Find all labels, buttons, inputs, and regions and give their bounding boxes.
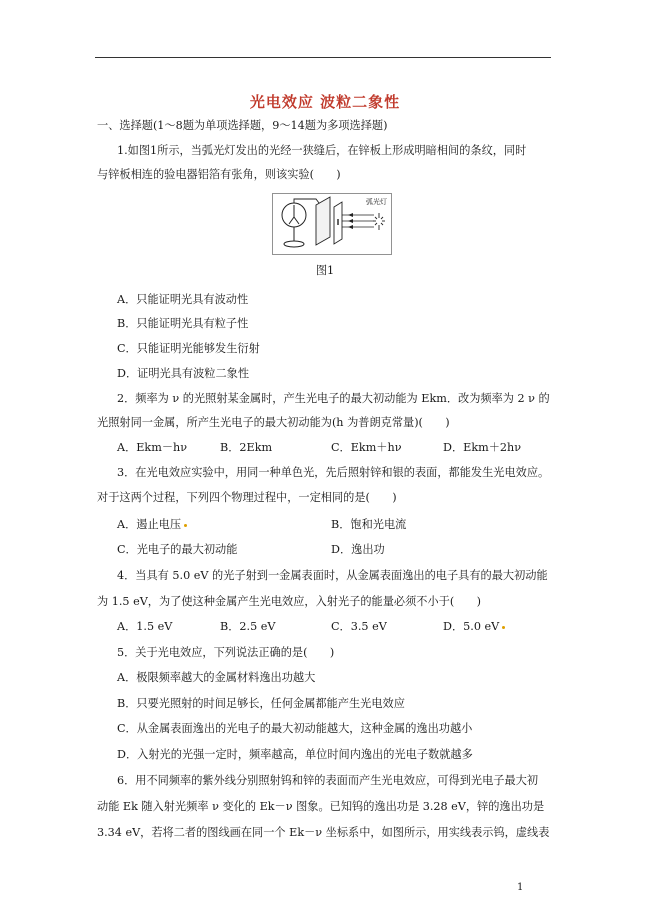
figure-1-caption: 图1 [315,264,335,277]
q6-stem-line3: 3.34 eV，若将二者的图线画在同一个 Ek－ν 坐标系中，如图所示，用实线表示钨，虚线表 [97,826,550,839]
q1-option-d: D．证明光具有波粒二象性 [117,367,250,380]
figure-1-apparatus [272,193,392,255]
q2-stem-line2: 光照射同一金属，所产生光电子的最大初动能为(h 为普朗克常量)( ) [97,416,450,429]
q1-option-c: C．只能证明光能够发生衍射 [117,342,260,355]
q1-stem-line2: 与锌板相连的验电器铝箔有张角，则该实验( ) [97,168,341,181]
q3-stem-line2: 对于这两个过程，下列四个物理过程中，一定相同的是( ) [97,491,397,504]
q2-option-d: D．Ekm＋2hν [443,441,522,454]
section-heading: 一、选择题(1～8题为单项选择题，9～14题为多项选择题) [97,119,388,132]
q1-option-a: A．只能证明光具有波动性 [117,293,249,306]
q1-option-b: B．只能证明光具有粒子性 [117,317,249,330]
q5-option-b: B．只要光照射的时间足够长，任何金属都能产生光电效应 [117,697,405,710]
q1-stem-line1: 1.如图1所示，当弧光灯发出的光经一狭缝后，在锌板上形成明暗相间的条纹，同时 [117,144,527,157]
header-rule [95,57,551,58]
q4-option-b: B．2.5 eV [220,620,276,633]
q4-stem-line1: 4．当具有 5.0 eV 的光子射到一金属表面时，从金属表面逸出的电子具有的最大初动能 [117,569,548,582]
q2-option-a: A．Ekm－hν [117,441,188,454]
q5-stem: 5．关于光电效应，下列说法正确的是( ) [117,646,335,659]
q3-option-b: B．饱和光电流 [331,518,407,531]
q4-option-c: C．3.5 eV [331,620,387,633]
q5-option-c: C．从金属表面逸出的光电子的最大初动能越大，这种金属的逸出功越小 [117,722,473,735]
q6-stem-line1: 6．用不同频率的紫外线分别照射钨和锌的表面而产生光电效应，可得到光电子最大初 [117,774,539,787]
q2-option-b: B．2Ekm [220,441,273,454]
q5-option-a: A．极限频率越大的金属材料逸出功越大 [117,671,316,684]
page-title: 光电效应 波粒二象性 [249,93,401,111]
q3-option-c: C．光电子的最大初动能 [117,543,238,556]
q3-stem-line1: 3．在光电效应实验中，用同一种单色光，先后照射锌和银的表面，都能发生光电效应。 [117,466,550,479]
figure-lamp-label: 弧光灯 [366,198,387,206]
q4-option-d: D．5.0 eV [443,619,505,635]
q2-stem-line1: 2．频率为 ν 的光照射某金属时，产生光电子的最大初动能为 Ekm．改为频率为 2 ν 的 [117,392,550,405]
q3-option-d: D．逸出功 [331,543,385,556]
page-number: 1 [517,882,524,893]
q4-stem-line2: 为 1.5 eV，为了使这种金属产生光电效应，入射光子的能量必须不小于( ) [97,595,481,608]
q5-option-d: D．入射光的光强一定时，频率越高，单位时间内逸出的光电子数就越多 [117,748,473,761]
q3-option-a: A．遏止电压 [117,517,187,533]
q2-option-c: C．Ekm＋hν [331,441,402,454]
q4-option-a: A．1.5 eV [117,620,173,633]
q6-stem-line2: 动能 Ek 随入射光频率 ν 变化的 Ek－ν 图象。已知钨的逸出功是 3.28 eV，锌的逸出功是 [97,800,545,813]
